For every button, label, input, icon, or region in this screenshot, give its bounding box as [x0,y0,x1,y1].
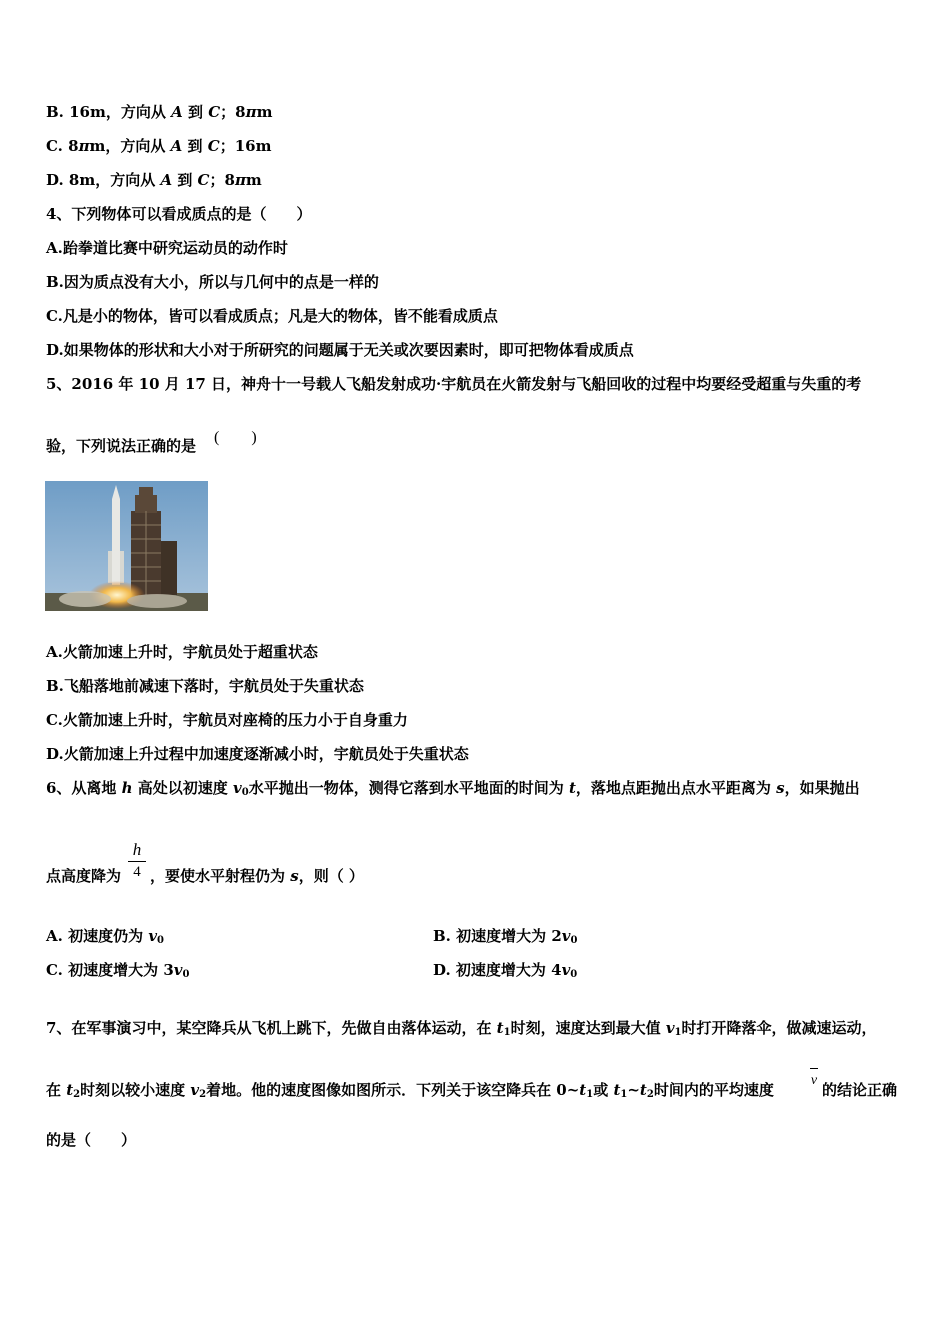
q6-stem-line1: 6、从离地 h 高处以初速度 $v_0$水平抛出一物体，测得它落到水平地面的时间为 t，落地点距抛出点水平距离为 s，如果抛出 [46,779,860,798]
overline [810,1068,818,1069]
q5-answer-bracket: ( ) [214,429,257,446]
fraction-bar [128,861,146,862]
q6-stem-line2-prefix: 点高度降为 [46,867,122,885]
q6-option-c: C. 初速度增大为 $3v_0$ [46,961,190,980]
rocket-launch-photo [45,481,208,611]
q6-stem-line2-suffix: ，要使水平射程仍为 s，则（ ） [150,867,364,885]
rocket-launch-illustration [45,481,208,611]
q5-stem-line1: 5、2016 年 10 月 17 日，神舟十一号载人飞船发射成功·宇航员在火箭发射与飞船回收的过程中均要经受超重与失重的考 [46,375,862,393]
q6-option-b: B. 初速度增大为 $2v_0$ [433,927,578,946]
fraction-numerator: h [132,840,142,859]
q4-option-b: B.因为质点没有大小，所以与几何中的点是一样的 [46,273,379,291]
q6-option-d: D. 初速度增大为 $4v_0$ [433,961,578,980]
q4-option-d: D.如果物体的形状和大小对于所研究的问题属于无关或次要因素时，即可把物体看成质点 [46,341,634,359]
average-velocity-symbol [808,1068,820,1089]
q4-stem: 4、下列物体可以看成质点的是（ ） [46,205,312,223]
q7-stem-line2: 在 $t_2$时刻以较小速度 $v_2$着地。他的速度图像如图所示．下列关于该空降兵在 $0\sim t_1$或 $t_1\sim t_2$时间内的平均速度 [46,1081,774,1100]
q5-option-a: A.火箭加速上升时，宇航员处于超重状态 [46,643,318,661]
q7-stem-line1: 7、在军事演习中，某空降兵从飞机上跳下，先做自由落体运动，在 $t_1$时刻，速度达到最大值 $v_1$时打开降落伞，做减速运动， [46,1019,877,1038]
fraction-denominator: 4 [133,864,141,880]
q3-option-d: D. 8m，方向从 A 到 C；8πm [46,171,262,189]
v-symbol: v [810,1073,818,1088]
h-over-4-fraction [128,840,146,881]
q4-option-c: C.凡是小的物体，皆可以看成质点；凡是大的物体，皆不能看成质点 [46,307,498,325]
q7-stem-line3: 的是（ ） [46,1131,137,1149]
q5-option-b: B.飞船落地前减速下落时，宇航员处于失重状态 [46,677,364,695]
q3-option-b: B. 16m，方向从 A 到 C；8πm [46,103,273,121]
q5-stem-line2: 验，下列说法正确的是 [46,437,197,455]
q7-stem-line2-tail: 的结论正确 [822,1081,898,1099]
q3-option-c: C. 8πm，方向从 A 到 C；16m [46,137,272,155]
q5-option-c: C.火箭加速上升时，宇航员对座椅的压力小于自身重力 [46,711,408,729]
q6-option-a: A. 初速度仍为 $v_0$ [46,927,164,946]
q4-option-a: A.跆拳道比赛中研究运动员的动作时 [46,239,288,257]
q5-option-d: D.火箭加速上升过程中加速度逐渐减小时，宇航员处于失重状态 [46,745,469,763]
